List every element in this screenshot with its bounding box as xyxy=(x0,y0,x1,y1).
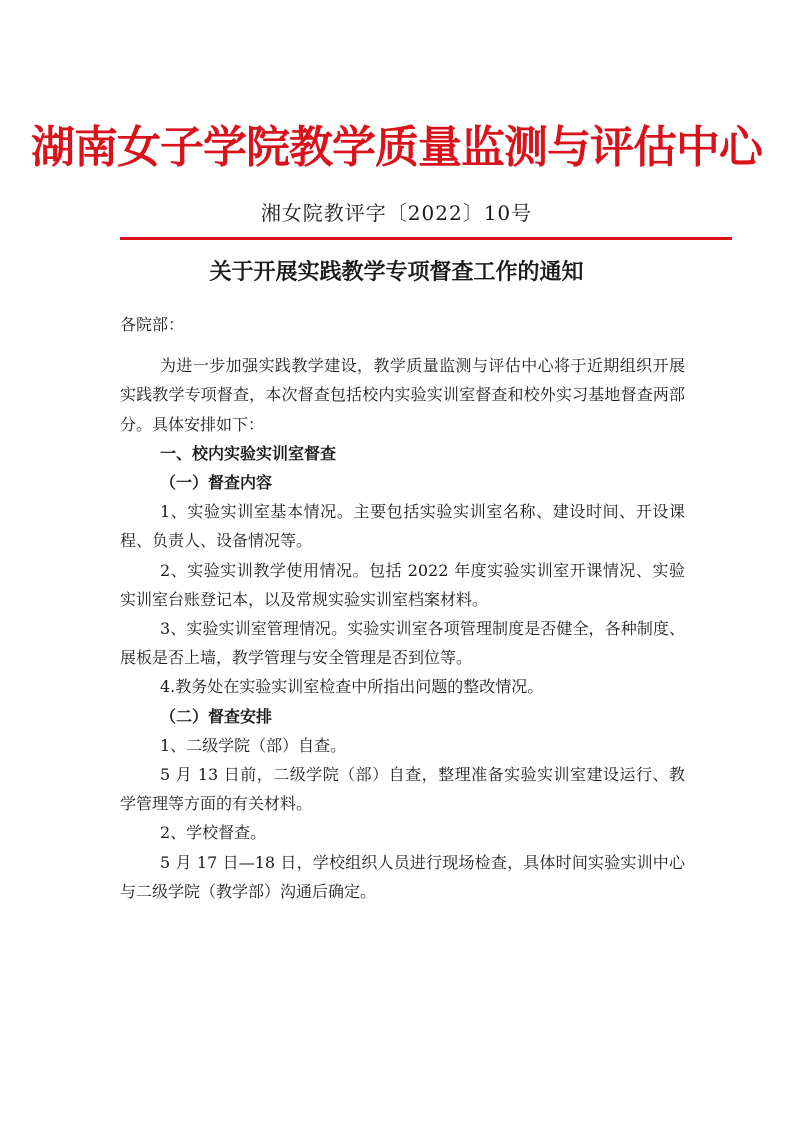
subsection-heading-schedule: （二）督查安排 xyxy=(160,706,273,726)
schedule-step-2-body: 5 月 17 日—18 日，学校组织人员进行现场检查，具体时间实验实训中心与二级学院（教学部）沟通后确定。 xyxy=(120,852,685,901)
content-item-3: 3、实验实训室管理情况。实验实训室各项管理制度是否健全，各种制度、展板是否上墙，教学管理与安全管理是否到位等。 xyxy=(120,619,685,668)
section-heading: 一、校内实验实训室督查 xyxy=(160,443,337,463)
schedule-step-2-title: 2、学校督查。 xyxy=(160,823,267,843)
content-item-2: 2、实验实训教学使用情况。包括 2022 年度实验实训室开课情况、实验实训室台账登记本，以及常规实验实训室档案材料。 xyxy=(120,560,685,609)
notice-body xyxy=(120,310,685,906)
document-number: 湘女院教评字〔2022〕10号 xyxy=(260,201,533,225)
schedule-step-1-title: 1、二级学院（部）自查。 xyxy=(160,735,347,755)
intro-paragraph: 为进一步加强实践教学建设，教学质量监测与评估中心将于近期组织开展实践教学专项督查，本次督查包括校内实验实训室督查和校外实习基地督查两部分。具体安排如下： xyxy=(120,356,685,434)
red-divider-line xyxy=(120,237,732,240)
notice-title: 关于开展实践教学专项督查工作的通知 xyxy=(209,260,584,285)
schedule-step-1-body: 5 月 13 日前，二级学院（部）自查，整理准备实验实训室建设运行、教学管理等方面的有关材料。 xyxy=(120,765,685,814)
content-item-4: 4.教务处在实验实训室检查中所指出问题的整改情况。 xyxy=(160,677,544,697)
salutation: 各院部： xyxy=(120,315,185,334)
org-header-title: 湖南女子学院教学质量监测与评估中心 xyxy=(31,122,762,173)
content-item-1: 1、实验实训室基本情况。主要包括实验实训室名称、建设时间、开设课程、负责人、设备情况等。 xyxy=(120,502,685,551)
subsection-heading-content: （一）督查内容 xyxy=(160,473,273,493)
